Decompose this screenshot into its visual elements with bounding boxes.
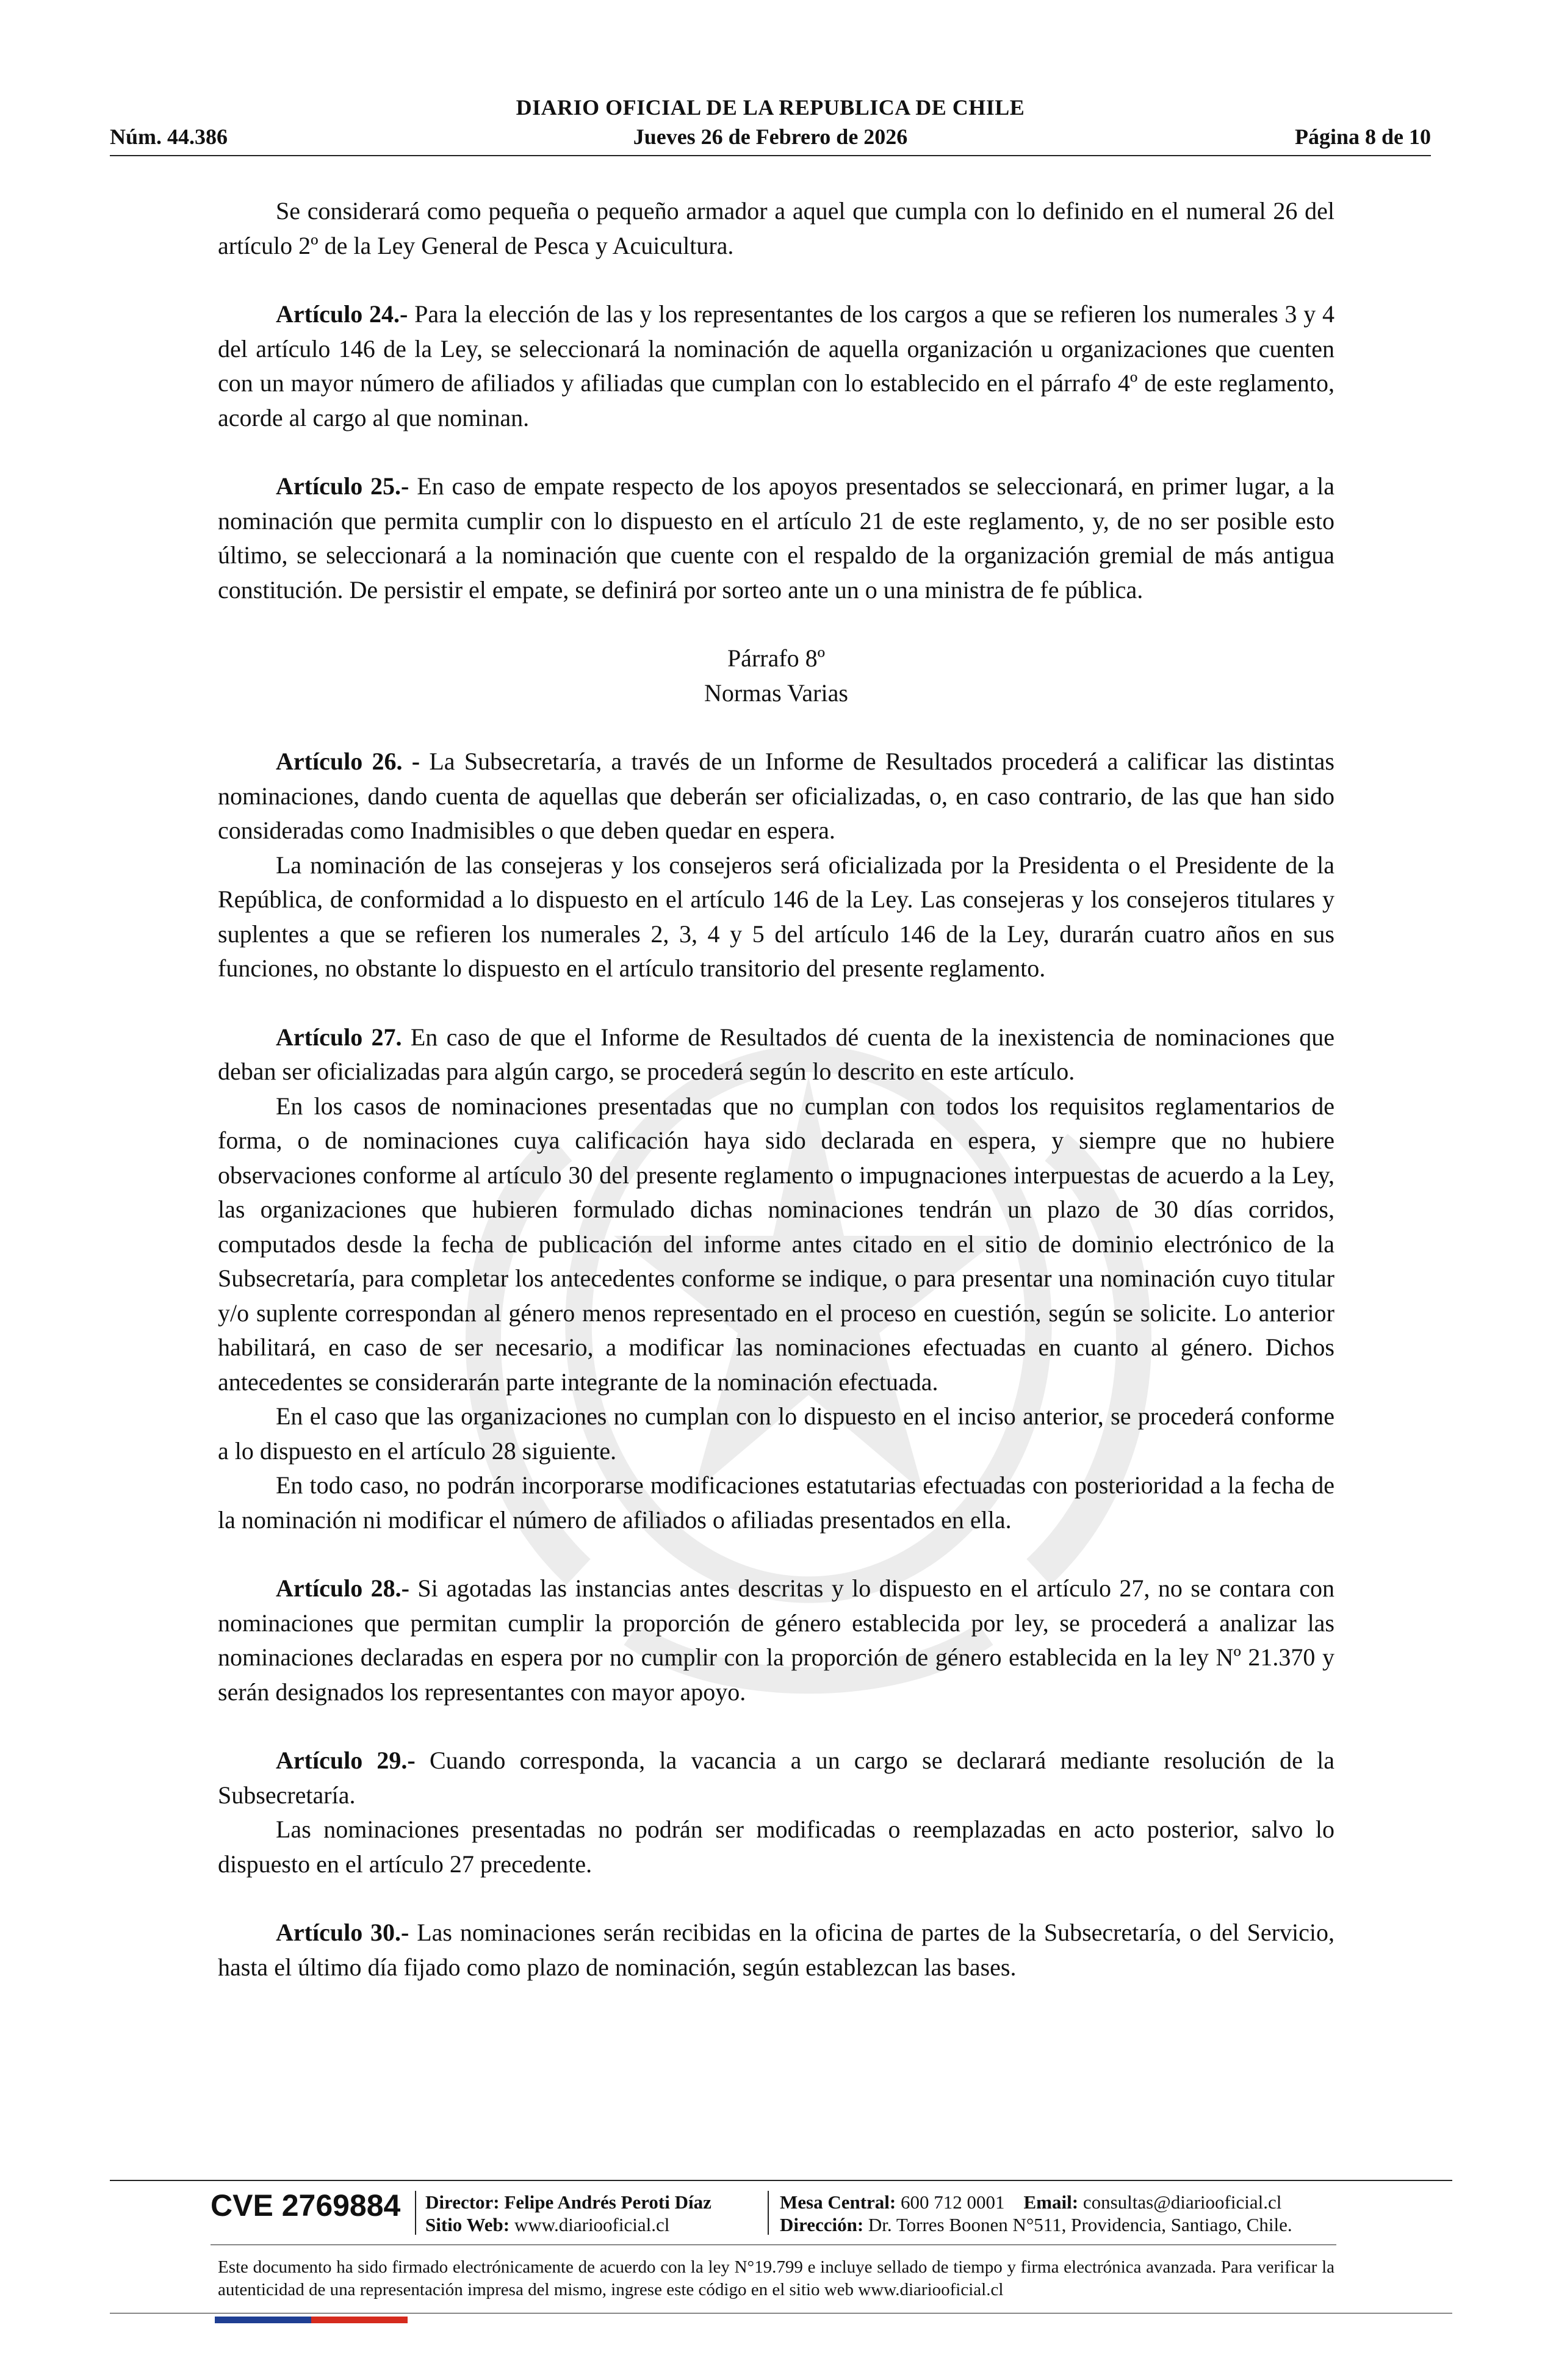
article-30	[218, 1916, 1334, 1985]
director-name: Felipe Andrés Peroti Díaz	[504, 2191, 711, 2213]
article-27-paragraph-4: En todo caso, no podrán incorporarse modificaciones estatutarias efectuadas con posterioridad a la fecha de la nominación ni modificar el número de afiliados o afiliadas presentados en ella.	[218, 1471, 1334, 1534]
article-27	[218, 1020, 1334, 1089]
article-27-paragraph-2: En los casos de nominaciones presentadas que no cumplan con todos los requisitos reglamentarios de forma, o de nominaciones cuya calificación haya sido declarada en espera, y siempre que no hubiere observaciones conforme al artículo 30 del presente reglamento o impugnaciones interpuestas de acuerdo a la Ley, las organizaciones que hubieren formulado dichas nominaciones tendrán un plazo de 30 días corridos, computados desde la fecha de publicación del informe antes citado en el sitio de dominio electrónico de la Subsecretaría, para completar los antecedentes conforme se indique, o para presentar una nominación cuyo titular y/o suplente correspondan al género menos representado en el proceso en cuestión, según se solicite. Lo anterior habilitará, en caso de ser necesario, a modificar las nominaciones efectuadas en cuanto al género. Dichos antecedentes se considerarán parte integrante de la nominación efectuada.	[218, 1092, 1334, 1396]
page-indicator: Página 8 de 10	[1294, 124, 1431, 149]
article-24-title: Artículo 24.-	[276, 300, 408, 328]
section-heading: Párrafo 8º	[727, 644, 826, 672]
site-label: Sitio Web:	[425, 2214, 510, 2235]
director-label: Director:	[425, 2191, 500, 2213]
footer-director-block	[425, 2191, 711, 2236]
flag-stripe-red	[311, 2317, 408, 2323]
article-30-text: Las nominaciones serán recibidas en la oficina de partes de la Subsecretaría, o del Servicio, hasta el último día fijado como plazo de nominación, según establezcan las bases.	[218, 1919, 1334, 1981]
mesa-phone: 600 712 0001	[901, 2191, 1005, 2213]
article-24	[218, 297, 1334, 435]
document-body	[218, 194, 1334, 1985]
article-24-text: Para la elección de las y los representantes de los cargos a que se refieren los numerales 3 y 4 del artículo 146 de la Ley, se seleccionará la nominación de aquella organización u organizaciones que cuenten con un mayor número de afiliados y afiliadas que cumplan con lo establecido en el párrafo 4º de este reglamento, acorde al cargo al que nominan.	[218, 300, 1334, 431]
cve-code: CVE 2769884	[211, 2188, 401, 2223]
article-28-text: Si agotadas las instancias antes descritas y lo dispuesto en el artículo 27, no se contara con nominaciones que permitan cumplir la proporción de género establecida por ley, se procederá a analizar las nominaciones declaradas en espera por no cumplir con la proporción de género establecida en la ley Nº 21.370 y serán designados los representantes con mayor apoyo.	[218, 1574, 1334, 1706]
footer-separator-2	[768, 2191, 769, 2235]
address-label: Dirección:	[780, 2214, 864, 2235]
article-28	[218, 1571, 1334, 1709]
article-29-paragraph-2: Las nominaciones presentadas no podrán ser modificadas o reemplazadas en acto posterior, salvo lo dispuesto en el artículo 27 precedente.	[218, 1816, 1334, 1878]
intro-paragraph: Se considerará como pequeña o pequeño armador a aquel que cumpla con lo definido en el numeral 26 del artículo 2º de la Ley General de Pesca y Acuicultura.	[218, 197, 1334, 259]
article-30-title: Artículo 30.-	[276, 1919, 409, 1946]
article-25	[218, 469, 1334, 607]
article-29	[218, 1744, 1334, 1812]
site-link[interactable]: www.diariooficial.cl	[514, 2214, 670, 2235]
footer-top-divider	[110, 2180, 1452, 2181]
mesa-label: Mesa Central:	[780, 2191, 896, 2213]
article-26-title: Artículo 26. -	[276, 748, 420, 775]
address-value: Dr. Torres Boonen N°511, Providencia, Santiago, Chile.	[868, 2214, 1292, 2235]
article-25-text: En caso de empate respecto de los apoyos presentados se seleccionará, en primer lugar, a la nominación que permita cumplir con lo dispuesto en el artículo 21 de este reglamento, y, de no ser posible esto último, se seleccionará a la nominación que cuente con el respaldo de la organización gremial de más antigua constitución. De persistir el empate, se definirá por sorteo ante un o una ministra de fe pública.	[218, 472, 1334, 604]
article-27-title: Artículo 27.	[276, 1023, 402, 1051]
article-26-text: La Subsecretaría, a través de un Informe de Resultados procederá a calificar las distintas nominaciones, dando cuenta de aquellas que deberán ser oficializadas, o, en caso contrario, de las que han sido consideradas como Inadmisibles o que deben quedar en espera.	[218, 748, 1334, 844]
article-29-title: Artículo 29.-	[276, 1747, 416, 1774]
section-subheading: Normas Varias	[704, 679, 848, 707]
newspaper-title: DIARIO OFICIAL DE LA REPUBLICA DE CHILE	[516, 95, 1025, 120]
article-26	[218, 745, 1334, 848]
header-divider	[110, 155, 1431, 156]
header-row	[110, 124, 1431, 151]
article-27-text: En caso de que el Informe de Resultados dé cuenta de la inexistencia de nominaciones que deban ser oficializadas para algún cargo, se procederá según lo descrito en este artículo.	[218, 1023, 1335, 1085]
email-link[interactable]: consultas@diariooficial.cl	[1082, 2191, 1282, 2213]
issue-number: Núm. 44.386	[110, 124, 228, 149]
article-27-paragraph-3: En el caso que las organizaciones no cumplan con lo dispuesto en el inciso anterior, se procederá conforme a lo dispuesto en el artículo 28 siguiente.	[218, 1402, 1334, 1465]
email-label: Email:	[1023, 2191, 1079, 2213]
article-25-title: Artículo 25.-	[276, 472, 409, 500]
article-29-text: Cuando corresponda, la vacancia a un cargo se declarará mediante resolución de la Subsecretaría.	[218, 1747, 1334, 1809]
article-28-title: Artículo 28.-	[276, 1574, 409, 1602]
footer-contact-block	[780, 2191, 1292, 2236]
flag-stripe-blue	[215, 2317, 311, 2323]
issue-date: Jueves 26 de Febrero de 2026	[633, 124, 908, 149]
footer-separator	[415, 2191, 416, 2235]
article-26-paragraph-2: La nominación de las consejeras y los consejeros será oficializada por la Presidenta o el Presidente de la República, de conformidad a lo dispuesto en el artículo 146 de la Ley. Las consejeras y los consejeros titulares y suplentes a que se refieren los numerales 2, 3, 4 y 5 del artículo 146 de la Ley, durarán cuatro años en sus funciones, no obstante lo dispuesto en el artículo transitorio del presente reglamento.	[218, 851, 1334, 982]
electronic-signature-note: Este documento ha sido firmado electrónicamente de acuerdo con la ley N°19.799 e incluye sellado de tiempo y firma electrónica avanzada. Para verificar la autenticidad de una representación impresa del mismo, ingrese este código en el sitio web www.diariooficial.cl	[218, 2257, 1334, 2299]
